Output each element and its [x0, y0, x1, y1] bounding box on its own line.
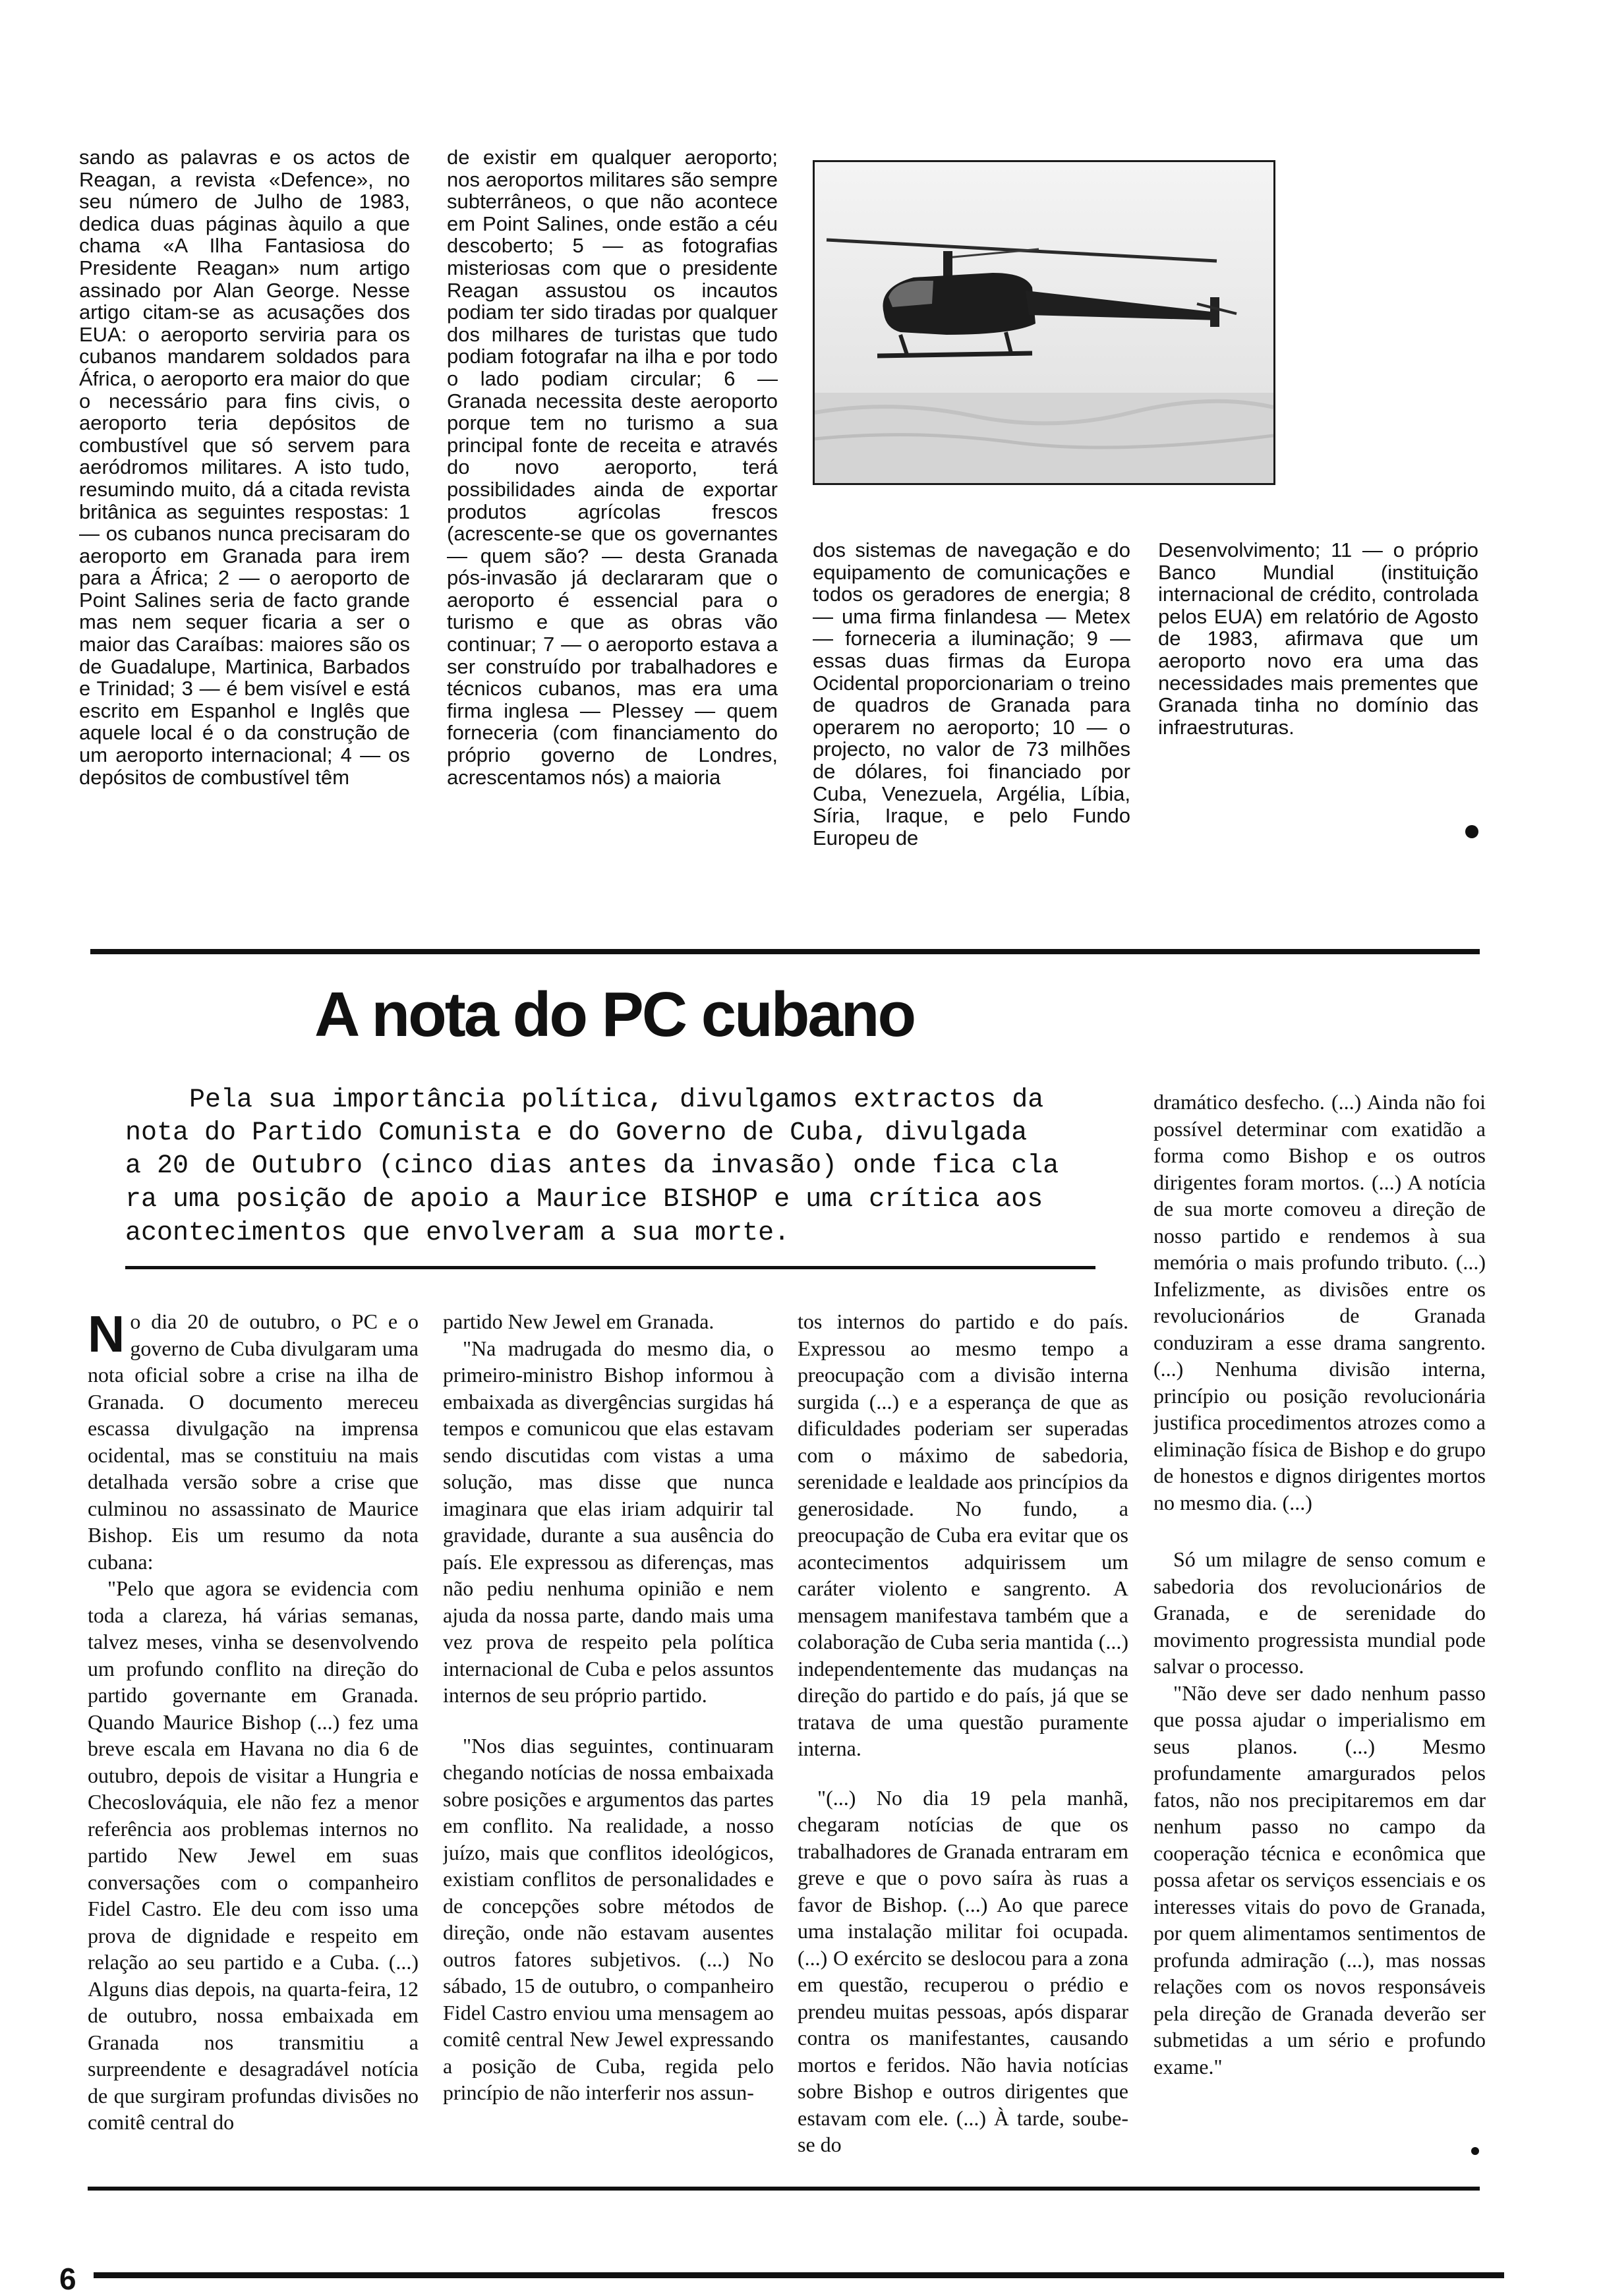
nota-col-1 — [88, 1308, 419, 2162]
end-bullet — [1465, 825, 1478, 838]
nota-col-4 — [1153, 1089, 1486, 2162]
helicopter-image — [815, 162, 1273, 483]
intro-line: Pela sua importância política, divulgamos extractos da — [189, 1085, 1044, 1115]
top-article-col-1: sando as palavras e os actos de Reagan, a revista «Defence», no seu número de Julho de 1983, dedica duas páginas àquilo a que chama «A Ilha Fantasiosa do Presidente Reagan» num artigo assinado por Alan George. Nesse artigo citam-se as acusações dos EUA: o aeroporto serviria para os cubanos mandarem soldados para África, o aeroporto era maior do que o necessário para fins civis, o aeroporto teria depósitos de combustível que só servem para aeródromos militares. A isto tudo, resumindo muito, dá a citada revista britânica as seguintes respostas: 1 — os cubanos nunca precisaram do aeroporto em Granada para irem para a África; 2 — o aeroporto de Point Salines seria de facto grande mas nem sequer ficaria a ser o maior das Caraíbas: maiores são os de Guadalupe, Martinica, Barbados e Trinidad; 3 — é bem visível e está escrito em Espanhol e Inglês que aquele local é o da construção de um aeroporto internacional; 4 — os depósitos de combustível têm — [79, 146, 410, 789]
intro-line: a 20 de Outubro (cinco dias antes da invasão) onde fica cla — [125, 1151, 1059, 1181]
section-divider — [90, 949, 1480, 954]
nota-paragraph: "(...) No dia 19 pela manhã, chegaram notícias de que os trabalhadores de Granada entraram em greve e que o povo saíra às ruas a favor de Bishop. (...) Ao que parece uma instalação militar foi ocupada. (...) O exército se deslocou para a zona em questão, recuperou o prédio e prendeu muitas pessoas, após disparar contra os manifestantes, causando mortos e feridos. Não havia notícias sobre Bishop e outros dirigentes que estavam com ele. (...) À tarde, soube-se do — [798, 1785, 1128, 2156]
nota-paragraph: "Nos dias seguintes, continuaram chegando notícias de nossa embaixada sobre posições e argumentos das partes em conflito. Na realidade, a nosso juízo, mais que conflitos ideológicos, existiam conflitos de personalidades e de concepções sobre métodos de direção, onde não estavam ausentes outros fatores subjetivos. (...) No sábado, 15 de outubro, o companheiro Fidel Castro enviou uma mensagem ao comitê central New Jewel expressando a posição de Cuba, regida pelo princípio de não interferir nos assun- — [443, 1733, 774, 2104]
intro-divider — [125, 1266, 1095, 1269]
nota-paragraph — [88, 1308, 419, 1575]
headline: A nota do PC cubano — [314, 979, 915, 1050]
intro-line: nota do Partido Comunista e do Governo de Cuba, divulgada — [125, 1118, 1028, 1148]
bottom-rule — [88, 2187, 1480, 2191]
helicopter-photo — [813, 160, 1275, 485]
nota-paragraph: "Não deve ser dado nenhum passo que possa ajudar o imperialismo em seus planos. (...) Mesmo profundamente amargurados pelos fatos, não nos precipitaremos em dar nenhum passo no campo da cooperação técnica e econômica que possa afetar os serviços essenciais e os interesses vitais do povo de Granada, por quem alimentamos sentimentos de profunda admiração (...), mas nossas relações com os novos responsáveis pela direção de Granada deverão ser submetidas a um sério e profundo exame." — [1153, 1680, 1486, 2079]
nota-paragraph: partido New Jewel em Granada. — [443, 1309, 714, 1333]
top-article-col-3: dos sistemas de navegação e do equipamento de comunicações e todos os geradores de energia; 8 — uma firma finlandesa — Metex — forneceria a iluminação; 9 — essas duas firmas da Europa Ocidental proporcionariam o treino de quadros de Granada para operarem no aeroporto; 10 — o projecto, no valor de 73 milhões de dólares, foi financiado por Cuba, Venezuela, Argélia, Líbia, Síria, Iraque, e pelo Fundo Europeu de — [813, 539, 1130, 849]
footer-rule — [94, 2272, 1504, 2278]
nota-paragraph: tos internos do partido e do país. Expressou ao mesmo tempo a preocupação com a divisão interna surgida (...) e a esperança de que as dificuldades poderiam ser superadas com o máximo de sabedoria, serenidade e lealdade aos princípios da generosidade. No fundo, a preocupação de Cuba era evitar que os acontecimentos adquirissem um caráter violento e sangrento. A mensagem manifestava também que a colaboração de Cuba seria mantida (...) independentemente das mudanças na direção do partido e do país, já que se tratava de uma questão puramente interna. — [798, 1309, 1128, 1760]
intro-line: ra uma posição de apoio a Maurice BISHOP e uma crítica aos — [125, 1185, 1043, 1215]
nota-col-3 — [798, 1308, 1128, 2162]
nota-col-2 — [443, 1308, 774, 2162]
nota-paragraph: dramático desfecho. (...) Ainda não foi possível determinar com exatidão a forma como Bishop e os outros dirigentes foram mortos. (...) A notícia de sua morte comoveu a direção de nosso partido e rendemos à sua memória o mais profundo tributo. (...) Infelizmente, as divisões entre os revolucionários de Granada conduziram a esse drama sangrento. (...) Nenhuma divisão interna, princípio ou posição revolucionária justifica procedimentos atrozes como a eliminação física de Bishop e do grupo de honestos e dignos dirigentes mortos no mesmo dia. (...) — [1153, 1090, 1486, 1514]
end-bullet — [1471, 2147, 1479, 2155]
top-article-col-2: de existir em qualquer aeroporto; nos aeroportos militares são sempre subterrâneos, o que não acontece em Point Salines, onde estão a céu descoberto; 5 — as fotografias misteriosas com que o presidente Reagan assustou os incautos podiam ter sido tiradas por qualquer dos milhares de turistas que tudo podiam fotografar na ilha e por todo o lado podiam circular; 6 — Granada necessita deste aeroporto porque tem no turismo a sua principal fonte de receita e através do novo aeroporto, terá possibilidades ainda de exportar produtos agrícolas frescos (acrescente-se que os governantes — quem são? — desta Granada pós-invasão já declararam que o aeroporto é essencial para o turismo e que as obras vão continuar; 7 — o aeroporto estava a ser construído por trabalhadores e técnicos cubanos, mas era uma firma inglesa — Plessey — quem forneceria (com financiamento do próprio governo de Londres, acrescentamos nós) a maioria — [447, 146, 778, 789]
nota-paragraph: Só um milagre de senso comum e sabedoria dos revolucionários de Granada, e de serenidade do movimento progressista mundial pode salvar o processo. — [1153, 1547, 1486, 1678]
top-article-col-4: Desenvolvimento; 11 — o próprio Banco Mundial (instituição internacional de crédito, controlada pelos EUA) em relatório de Agosto de 1983, afirmava que um aeroporto novo era uma das necessidades mais prementes que Granada tinha no domínio das infraestruturas. — [1158, 539, 1478, 739]
nota-paragraph: "Na madrugada do mesmo dia, o primeiro-ministro Bishop informou à embaixada as divergências surgidas há tempos e comunicou que elas estavam sendo discutidas com vistas a uma solução, mas disse que nunca imaginara que elas iriam adquirir tal gravidade, durante a sua ausência do país. Ele expressou as diferenças, mas não pediu nenhuma opinião e nem ajuda da nossa parte, dando mais uma vez prova de respeito pela política internacional de Cuba e pelos assuntos internos de seu próprio partido. — [443, 1336, 774, 1707]
nota-paragraph-text: o dia 20 de outubro, o PC e o governo de Cuba divulgaram uma nota oficial sobre a crise na ilha de Granada. O documento mereceu escassa divulgação na imprensa ocidental, mas se constituiu na mais detalhada versão sobre a crise que culminou no assassinato de Maurice Bishop. Eis um resumo da nota cubana: — [88, 1309, 419, 1574]
intro-line: acontecimentos que envolveram a sua morte. — [125, 1219, 790, 1248]
nota-paragraph: "Pelo que agora se evidencia com toda a clareza, há várias semanas, talvez meses, vinha se desenvolvendo um profundo conflito na direção do partido governante em Granada. Quando Maurice Bishop (...) fez uma breve escala em Havana no dia 6 de outubro, depois de visitar a Hungria e Checoslováquia, ele não fez a menor referência aos problemas internos no partido New Jewel em suas conversações com o companheiro Fidel Castro. Ele deu com isso uma prova de dignidade e respeito em relação ao seu partido e a Cuba. (...) Alguns dias depois, na quarta-feira, 12 de outubro, nossa embaixada em Granada nos transmitiu a surpreendente e desagradável notícia de que surgiram profundas divisões no comitê central do — [88, 1576, 419, 2134]
page-number: 6 — [59, 2262, 76, 2296]
drop-cap: N — [88, 1308, 125, 1363]
